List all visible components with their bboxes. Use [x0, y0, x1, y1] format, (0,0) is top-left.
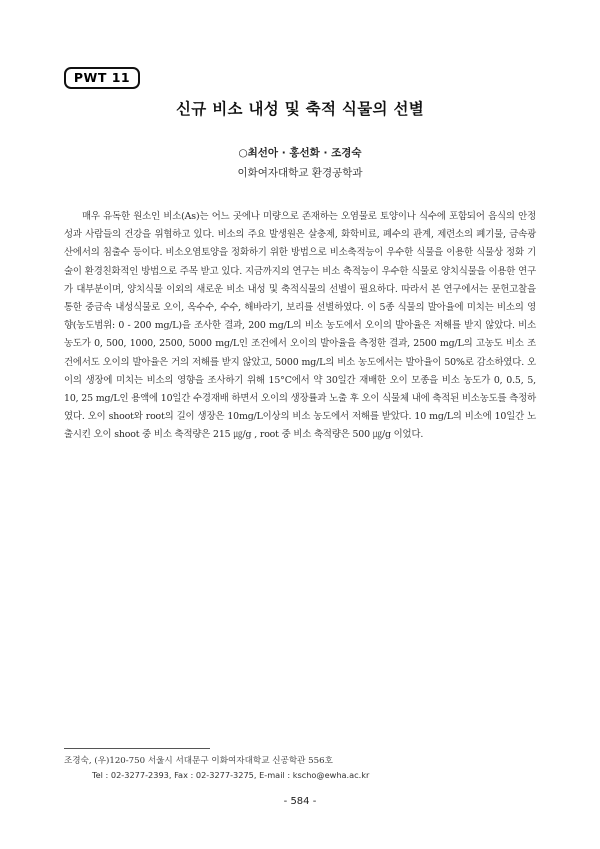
session-code-badge: PWT 11	[64, 67, 140, 89]
footnote-divider	[64, 748, 210, 749]
paper-title: 신규 비소 내성 및 축적 식물의 선별	[175, 100, 424, 118]
page-number: - 584 -	[283, 796, 317, 807]
footnote-contact: Tel : 02-3277-2393, Fax : 02-3277-3275, E-mail : kscho@ewha.ac.kr	[92, 770, 370, 780]
abstract-body: 매우 유독한 원소인 비소(As)는 어느 곳에나 미량으로 존재하는 오염물로 토양이나 식수에 포함되어 음식의 안정성과 사람들의 건강을 위협하고 있다. 비소의 주요 발생원은 살충제, 화학비료, 폐수의 관계, 제련소의 폐기물, 금속광산에서의 침출수 등이다. 비소오염토양을 정화하기 위한 방법으로 비소축적능이 우수한 식물을 이용한 식물상 정화 기술이 환경친화적인 방법으로 주목 받고 있다. 지금까지의 연구는 비소 축적능이 우수한 식물로 양치식물을 이용한 연구가 대부분이며, 양치식물 이외의 새로운 비소 내성 및 축적식물의 선별이 필요하다. 따라서 본 연구에서는 문헌고찰을 통한 중금속 내성식물로 오이, 옥수수, 수수, 해바라기, 보리를 선별하였다. 이 5종 식물의 발아율에 미치는 비소의 영향(농도범위: 0 - 200 mg/L)을 조사한 결과, 200 mg/L의 비소 농도에서 오이의 발아율은 저해를 받지 않았다. 비소 농도가 0, 500, 1000, 2500, 5000 mg/L인 조건에서 오이의 발아율을 측정한 결과, 2500 mg/L의 고농도 비소 조건에서도 오이의 발아율은 거의 저해를 받지 않았고, 5000 mg/L의 비소 농도에서는 발아율이 50%로 감소하였다. 오이의 생장에 미치는 비소의 영향을 조사하기 위해 15°C에서 약 30일간 재배한 오이 모종을 비소 농도가 0, 0.5, 5, 10, 25 mg/L인 용액에 10일간 수경재배 하면서 오이의 생장률과 노출 후 오이 식물체 내에 축적된 비소농도를 측정하였다. 오이 shoot와 root의 길이 생장은 10mg/L이상의 비소 농도에서 저해를 받았다. 10 mg/L의 비소에 10일간 노출시킨 오이 shoot 중 비소 축적량은 215 ㎍/g , root 중 비소 축적량은 500 ㎍/g 이었다.	[64, 211, 536, 441]
affiliation: 이화여자대학교 환경공학과	[237, 167, 363, 179]
author-list: ○최선아 · 홍선화 · 조경숙	[238, 147, 362, 159]
footnote-address: 조경숙, (우)120-750 서울시 서대문구 이화여자대학교 신공학관 556호	[64, 756, 333, 766]
